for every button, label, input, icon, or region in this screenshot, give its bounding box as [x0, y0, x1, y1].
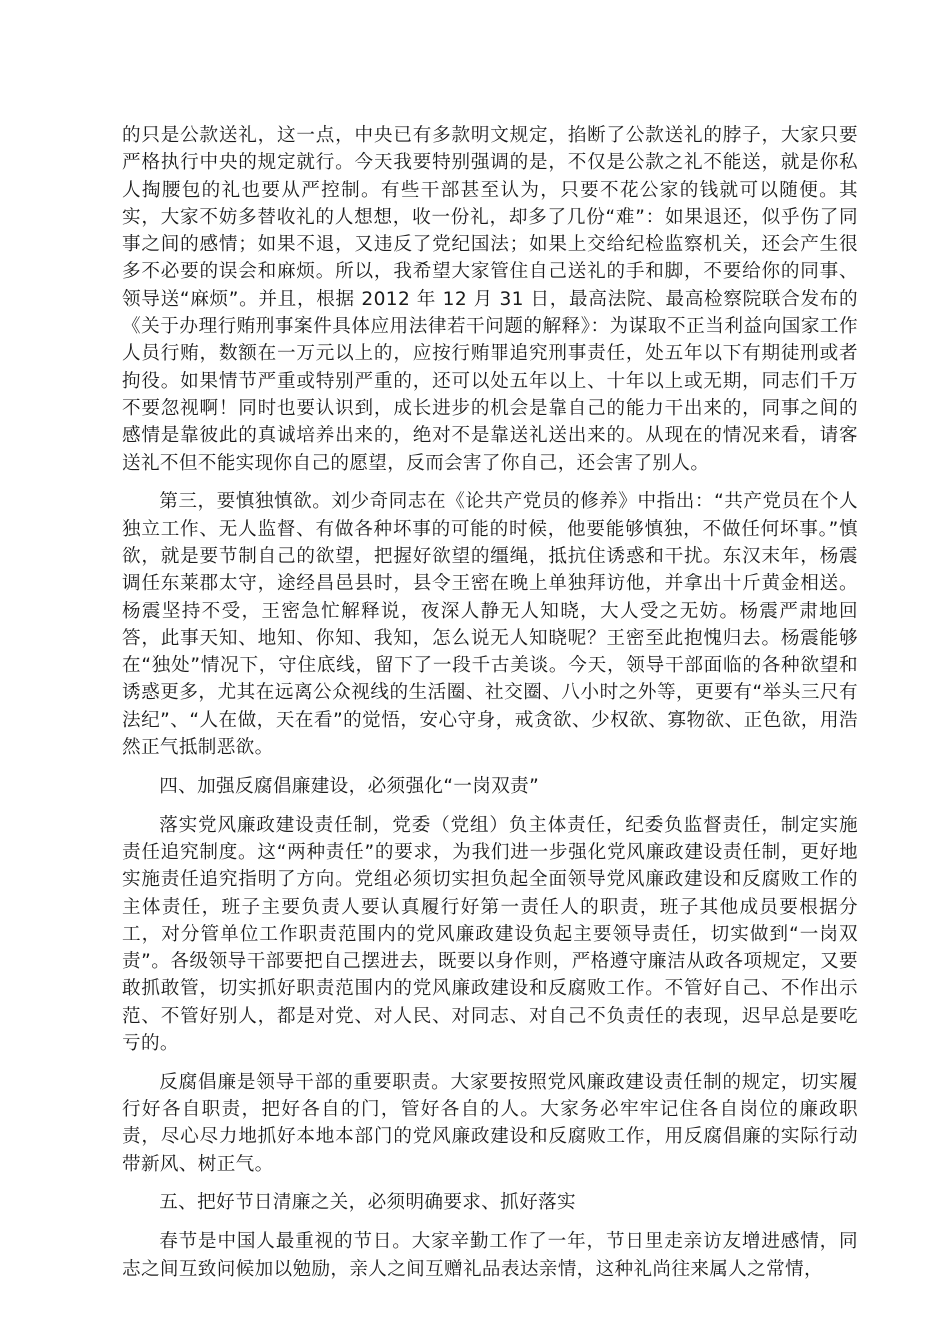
- paragraph-anti-corruption-duty: 反腐倡廉是领导干部的重要职责。大家要按照党风廉政建设责任制的规定，切实履行好各自职责，把好各自的门，管好各自的人。大家务必牢牢记住各自岗位的廉政职责，尽心尽力地抓好本地本部门的党风廉政建设和反腐败工作，用反腐倡廉的实际行动带新风、树正气。: [122, 1071, 858, 1175]
- document-page: [122, 122, 858, 1283]
- section-heading-5: 五、把好节日清廉之关，必须明确要求、抓好落实: [159, 1192, 576, 1214]
- paragraph-spring-festival: 春节是中国人最重视的节日。大家辛勤工作了一年，节日里走亲访友增进感情，同志之间互致问候加以勉励，亲人之间互赠礼品表达亲情，这种礼尚往来属人之常情，: [122, 1231, 858, 1280]
- paragraph-self-discipline: 第三，要慎独慎欲。刘少奇同志在《论共产党员的修养》中指出：“共产党员在个人独立工作、无人监督、有做各种坏事的可能的时候，他要能够慎独，不做任何坏事。”慎欲，就是要节制自己的欲望，把握好欲望的缰绳，抵抗住诱惑和干扰。东汉末年，杨震调任东莱郡太守，途经昌邑县时，县令王密在晚上单独拜访他，并拿出十斤黄金相送。杨震坚持不受，王密急忙解释说，夜深人静无人知晓，大人受之无妨。杨震严肃地回答，此事天知、地知、你知、我知，怎么说无人知晓呢？王密至此抱愧归去。杨震能够在“独处”情况下，守住底线，留下了一段千古美谈。今天，领导干部面临的各种欲望和诱惑更多，尤其在远离公众视线的生活圈、社交圈、八小时之外等，更要有“举头三尺有法纪”、“人在做，天在看”的觉悟，安心守身，戒贪欲、少权欲、寡物欲、正色欲，用浩然正气抵制恶欲。: [122, 491, 858, 759]
- paragraph-responsibility-system: 落实党风廉政建设责任制，党委（党组）负主体责任，纪委负监督责任，制定实施责任追究制度。这“两种责任”的要求，为我们进一步强化党风廉政建设责任制，更好地实施责任追究指明了方向。党组必须切实担负起全面领导党风廉政建设和反腐败工作的主体责任，班子主要负责人要认真履行好第一责任人的职责，班子其他成员要根据分工，对分管单位工作职责范围内的党风廉政建设负起主要领导责任，切实做到“一岗双责”。各级领导干部要把自己摆进去，既要以身作则，严格遵守廉洁从政各项规定，又要敢抓敢管，切实抓好职责范围内的党风廉政建设和反腐败工作。不管好自己、不作出示范、不管好别人，都是对党、对人民、对同志、对自己不负责任的表现，迟早总是要吃亏的。: [122, 814, 858, 1054]
- paragraph-gift-giving: 的只是公款送礼，这一点，中央已有多款明文规定，掐断了公款送礼的脖子，大家只要严格执行中央的规定就行。今天我要特别强调的是，不仅是公款之礼不能送，就是你私人掏腰包的礼也要从严控制。有些干部甚至认为，只要不花公家的钱就可以随便。其实，大家不妨多替收礼的人想想，收一份礼，却多了几份“难”：如果退还，似乎伤了同事之间的感情；如果不退，又违反了党纪国法；如果上交给纪检监察机关，还会产生很多不必要的误会和麻烦。所以，我希望大家管住自己送礼的手和脚，不要给你的同事、领导送“麻烦”。并且，根据 2012 年 12 月 31 日，最高法院、最高检察院联合发布的《关于办理行贿刑事案件具体应用法律若干问题的解释》：为谋取不正当利益向国家工作人员行贿，数额在一万元以上的，应按行贿罪追究刑事责任，处五年以下有期徒刑或者拘役。如果情节严重或特别严重的，还可以处五年以上、十年以上或无期，同志们千万不要忽视啊！同时也要认识到，成长进步的机会是靠自己的能力干出来的，同事之间的感情是靠彼此的真诚培养出来的，绝对不是靠送礼送出来的。从现在的情况来看，请客送礼不但不能实现你自己的愿望，反而会害了你自己，还会害了别人。: [122, 125, 858, 474]
- section-heading-4: 四、加强反腐倡廉建设，必须强化“一岗双责”: [159, 775, 540, 797]
